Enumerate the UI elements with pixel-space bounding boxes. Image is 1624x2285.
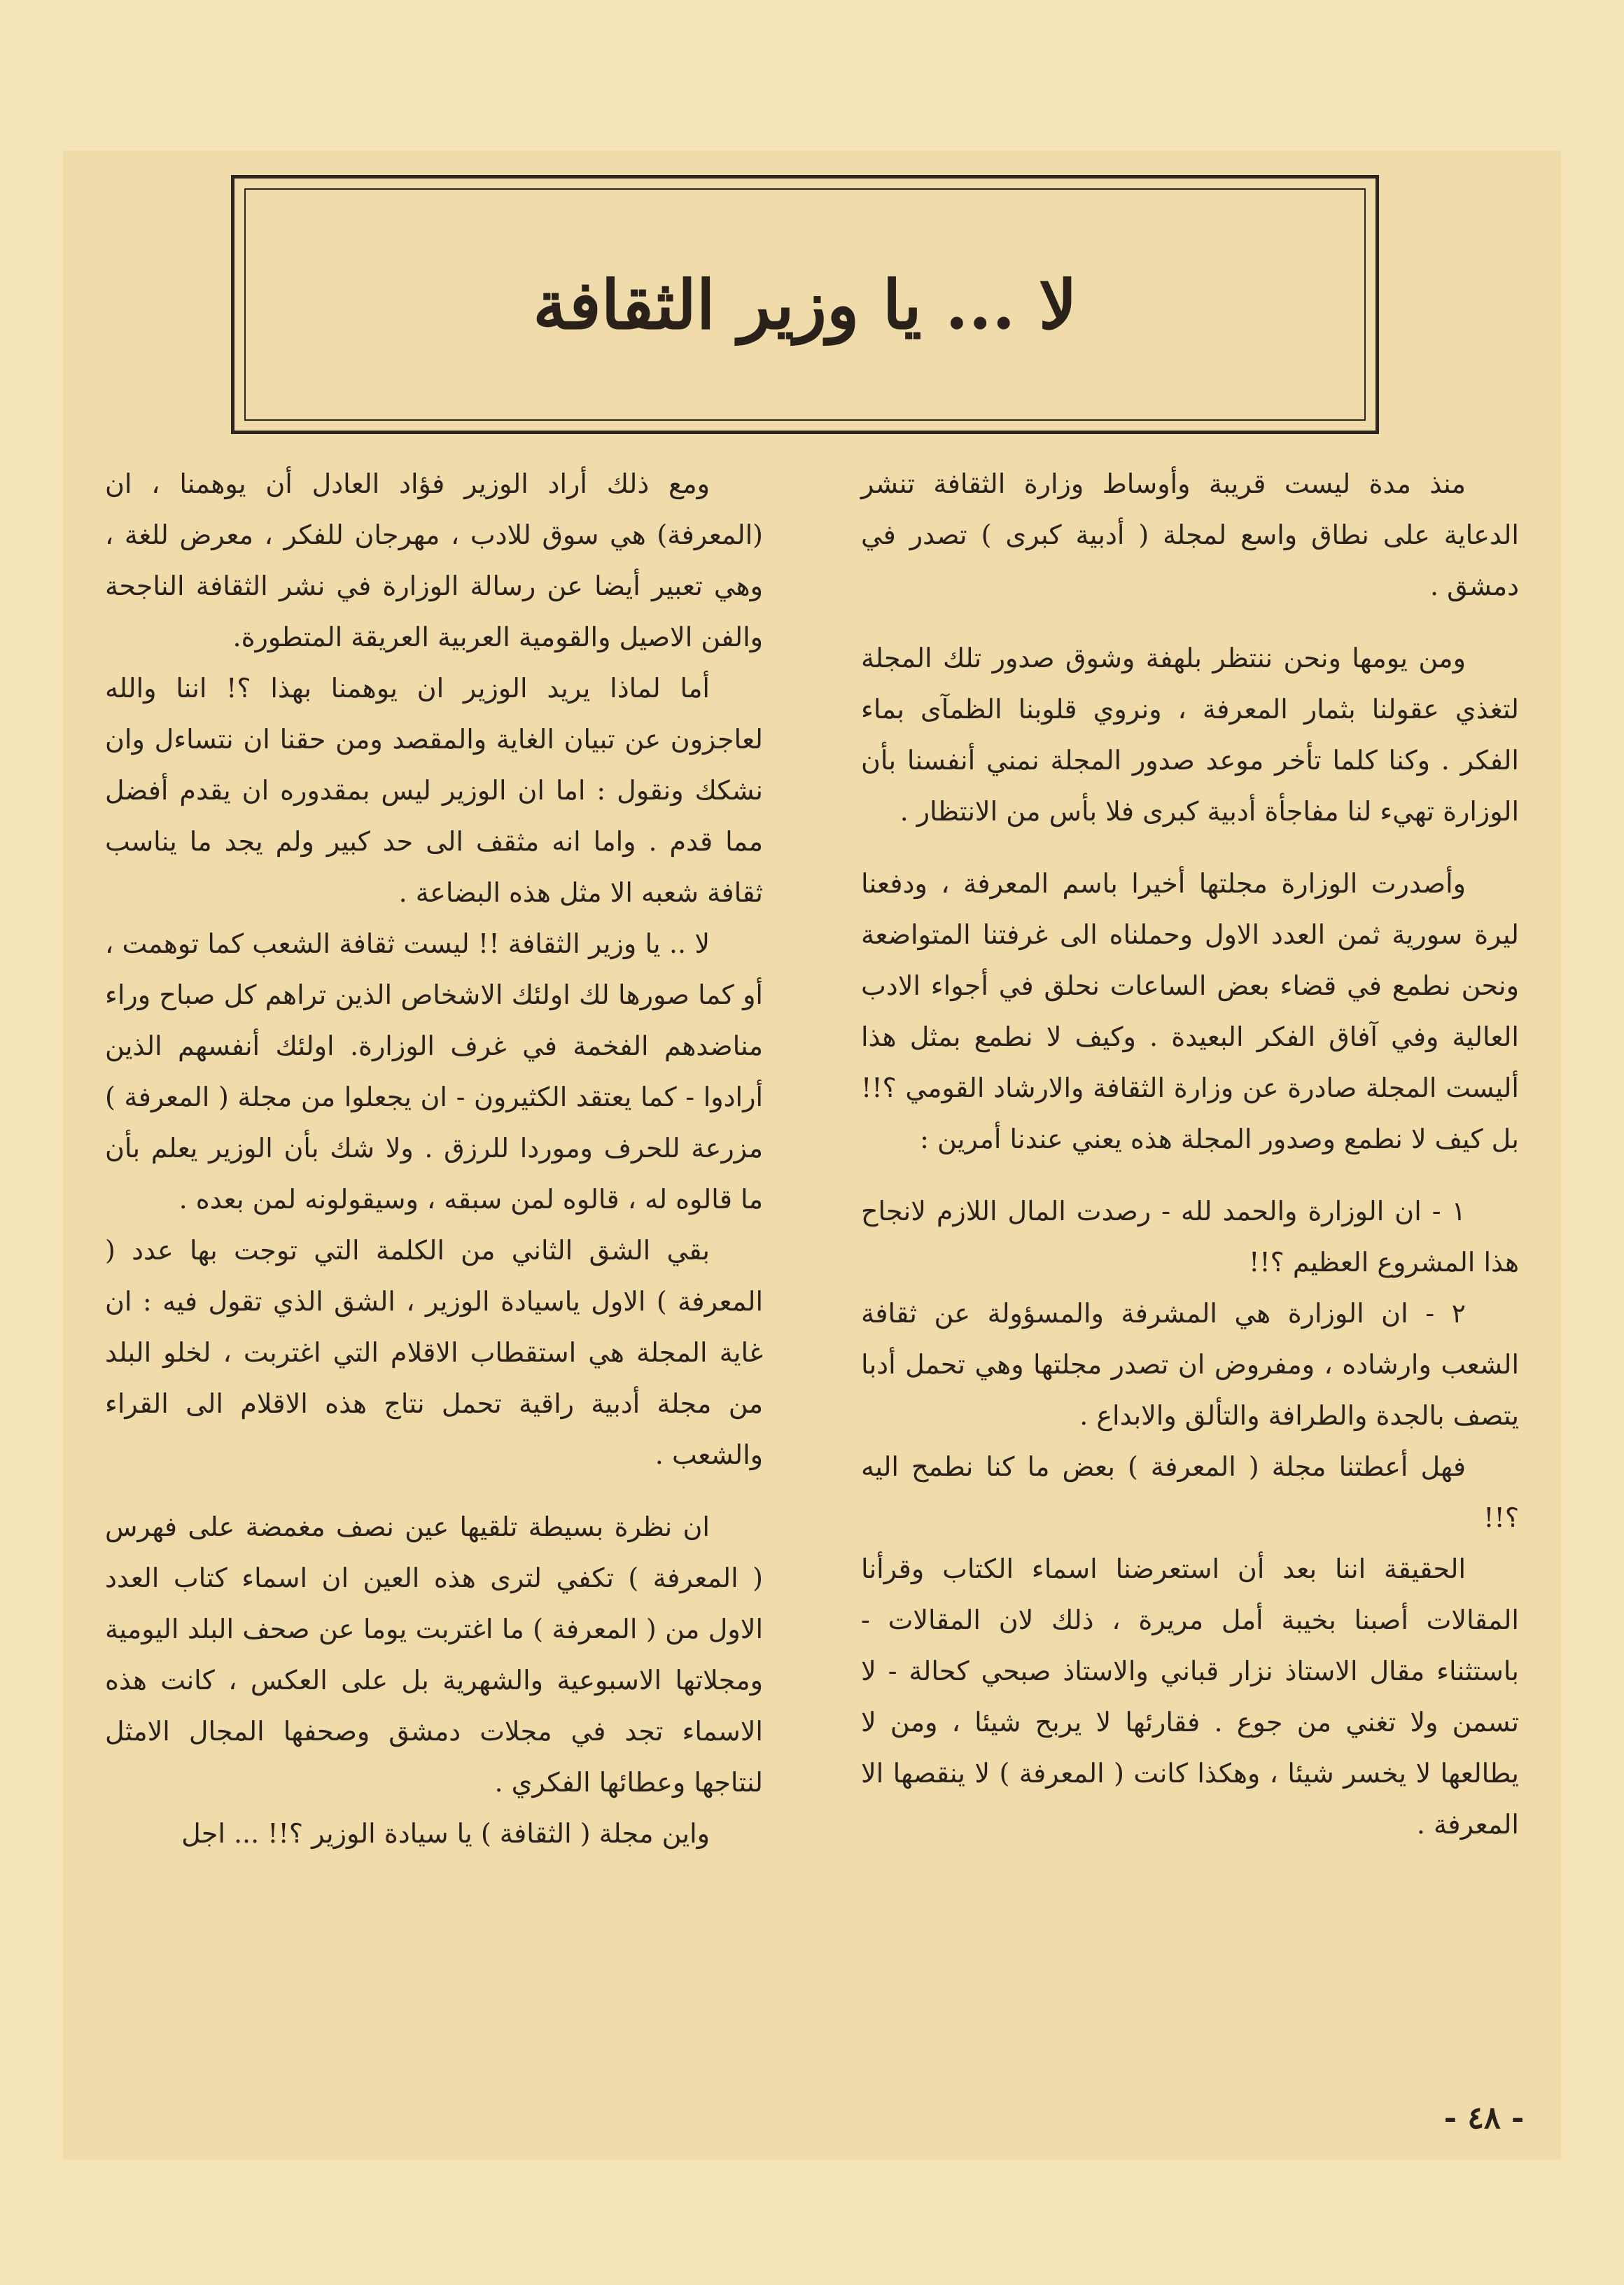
title-frame-inner [244,188,1366,421]
paragraph: فهل أعطتنا مجلة ( المعرفة ) بعض ما كنا نطمح اليه ؟!! [861,1451,1519,1533]
paragraph: ان نظرة بسيطة تلقيها عين نصف مغمضة على فهرس ( المعرفة ) تكفي لترى هذه العين ان اسماء كتاب العدد الاول من ( المعرفة ) ما اغتربت يوما عن صحف البلد اليومية ومجلاتها الاسبوعية والشهرية بل على العكس ، كانت هذه الاسماء تجد في مجلات دمشق وصحفها المجال الامثل لنتاجها وعطائها الفكري . [105,1511,763,1798]
title-frame [231,175,1379,434]
right-column [861,459,1519,1850]
paragraph: ١ - ان الوزارة والحمد لله - رصدت المال اللازم لانجاح هذا المشروع العظيم ؟!! [861,1196,1519,1278]
paragraph: لا .. يا وزير الثقافة !! ليست ثقافة الشعب كما توهمت ، أو كما صورها لك اولئك الاشخاص الذين تراهم كل صباح وراء مناضدهم الفخمة في غرف الوزارة. اولئك أنفسهم الذين أرادوا - كما يعتقد الكثيرون - ان يجعلوا من مجلة ( المعرفة ) مزرعة للحرف وموردا للرزق . ولا شك بأن الوزير يعلم بأن ما قالوه له ، قالوه لمن سبقه ، وسيقولونه لمن بعده . [105,928,763,1215]
paragraph: بقي الشق الثاني من الكلمة التي توجت بها عدد ( المعرفة ) الاول ياسيادة الوزير ، الشق الذي تقول فيه : ان غاية المجلة هي استقطاب الاقلام التي اغتربت ، لخلو البلد من مجلة أدبية راقية تحمل نتاج هذه الاقلام الى القراء والشعب . [105,1235,763,1470]
paragraph: منذ مدة ليست قريبة وأوساط وزارة الثقافة تنشر الدعاية على نطاق واسع لمجلة ( أدبية كبرى ) تصدر في دمشق . [861,468,1519,601]
page-number: - ٤٨ - [1443,2100,1525,2136]
article-title: لا ... يا وزير الثقافة [533,265,1077,344]
paragraph: ومن يومها ونحن ننتظر بلهفة وشوق صدور تلك المجلة لتغذي عقولنا بثمار المعرفة ، ونروي قلوبنا الظمآى بماء الفكر . وكنا كلما تأخر موعد صدور المجلة نمني أنفسنا بأن الوزارة تهيء لنا مفاجأة أدبية كبرى فلا بأس من الانتظار . [861,643,1519,827]
paragraph: ٢ - ان الوزارة هي المشرفة والمسؤولة عن ثقافة الشعب وارشاده ، ومفروض ان تصدر مجلتها وهي تحمل أدبا يتصف بالجدة والطرافة والتألق والابداع . [861,1298,1519,1431]
paragraph: ومع ذلك أراد الوزير فؤاد العادل أن يوهمنا ، ان (المعرفة) هي سوق للادب ، مهرجان للفكر ، معرض للغة ، وهي تعبير أيضا عن رسالة الوزارة في نشر الثقافة الناجحة والفن الاصيل والقومية العربية العريقة المتطورة. [105,468,763,652]
paragraph: وأصدرت الوزارة مجلتها أخيرا باسم المعرفة ، ودفعنا ليرة سورية ثمن العدد الاول وحملناه الى غرفتنا المتواضعة ونحن نطمع في قضاء بعض الساعات نحلق في أجواء الادب العالية وفي آفاق الفكر البعيدة . وكيف لا نطمع بمثل هذا أليست المجلة صادرة عن وزارة الثقافة والارشاد القومي ؟!! بل كيف لا نطمع وصدور المجلة هذه يعني عندنا أمرين : [861,868,1519,1154]
left-column [105,459,763,1859]
paragraph: واين مجلة ( الثقافة ) يا سيادة الوزير ؟!! ... اجل [181,1818,710,1849]
paragraph: أما لماذا يريد الوزير ان يوهمنا بهذا ؟! اننا والله لعاجزون عن تبيان الغاية والمقصد ومن حقنا ان نتساءل وان نشكك ونقول : اما ان الوزير ليس بمقدوره ان يقدم أفضل مما قدم . واما انه مثقف الى حد كبير ولم يجد ما يناسب ثقافة شعبه الا مثل هذه البضاعة . [105,673,763,908]
paragraph: الحقيقة اننا بعد أن استعرضنا اسماء الكتاب وقرأنا المقالات أصبنا بخيبة أمل مريرة ، ذلك لان المقالات - باستثناء مقال الاستاذ نزار قباني والاستاذ صبحي كحالة - لا تسمن ولا تغني من جوع . فقارئها لا يربح شيئا ، ومن لا يطالعها لا يخسر شيئا ، وهكذا كانت ( المعرفة ) لا ينقصها الا المعرفة . [861,1553,1519,1840]
